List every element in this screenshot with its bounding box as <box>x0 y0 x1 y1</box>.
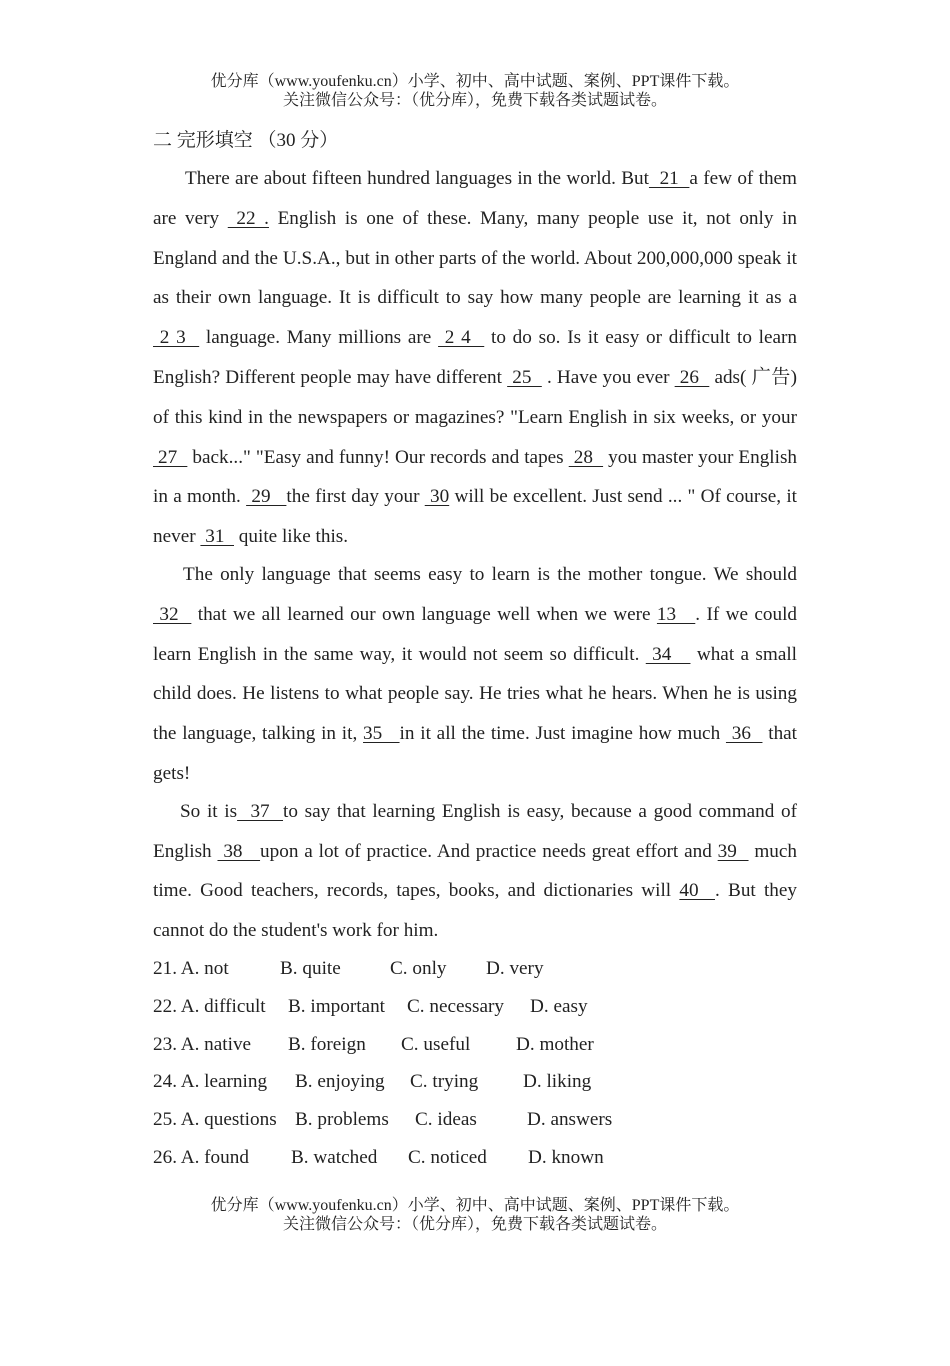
answer-options <box>153 950 613 1177</box>
blank-32: 32 <box>153 603 192 625</box>
blank-40: 40 <box>679 880 715 902</box>
option-c: C. ideas <box>415 1109 477 1131</box>
option-b: B. quite <box>280 958 341 979</box>
blank-35: 35 <box>363 723 400 745</box>
option-c: C. noticed <box>408 1146 487 1168</box>
blank-31: 31 <box>200 526 234 548</box>
question-26-options <box>153 1139 604 1177</box>
blank-29: 29 <box>246 486 287 508</box>
question-25-options <box>153 1101 613 1139</box>
option-a: 25. A. questions <box>153 1109 277 1131</box>
blank-23: 2 3 <box>153 327 200 349</box>
paragraph-1: There are about fifteen hundred languages in the world. But 21 a few of them are very 22 . English is one of these. Many, many people use it, not only in England and the U.S.A., but in other parts of the world. About 200,000,000 speak it as their own language. It is difficult to say how many people are learning it as a 2 3 language. Many millions are 2 4 to do so. Is it easy or difficult to learn English? Different people may have different 25 . Have you ever 26 ads( 广告) of this kind in the newspapers or magazines? "Learn English in six weeks, or your 27 back..." "Easy and funny! Our records and tapes 28 you master your English in a month. 29 the first day your 30 will be excellent. Just send ... " Of course, it never 31 quite like this. <box>153 168 798 548</box>
footer-line-2: 关注微信公众号：（优分库），免费下载各类试题试卷。 <box>282 1216 667 1233</box>
blank-34: 34 <box>645 643 691 665</box>
question-21-options <box>153 950 544 988</box>
option-c: C. useful <box>401 1033 471 1055</box>
paragraph-3: So it is 37 to say that learning English is easy, because a good command of English 38 upon a lot of practice. And practice needs great effort and 39 much time. Good teachers, records, tapes, books, and dictionaries will 40 . But they cannot do the student's work for him. <box>153 800 798 942</box>
option-a: 23. A. native <box>153 1033 252 1055</box>
option-d: D. answers <box>527 1109 613 1131</box>
option-b: B. enjoying <box>295 1071 385 1093</box>
header-line-1: 优分库（www.youfenku.cn）小学、初中、高中试题、案例、PPT课件下载。 <box>210 73 740 90</box>
option-c: C. trying <box>410 1071 479 1093</box>
option-b: B. problems <box>295 1109 389 1131</box>
blank-26: 26 <box>674 366 710 388</box>
option-c: C. only <box>390 958 447 979</box>
option-d: D. easy <box>530 995 588 1017</box>
option-d: D. very <box>486 958 544 979</box>
option-d: D. liking <box>523 1071 592 1093</box>
footer-line-1: 优分库（www.youfenku.cn）小学、初中、高中试题、案例、PPT课件下载。 <box>210 1197 740 1214</box>
blank-27: 27 <box>153 446 188 468</box>
blank-24: 2 4 <box>438 327 485 349</box>
blank-22: 22 . <box>227 207 269 229</box>
header-line-2: 关注微信公众号：（优分库），免费下载各类试题试卷。 <box>282 92 667 109</box>
blank-38: 38 <box>217 840 261 862</box>
option-a: 21. A. not <box>153 958 229 979</box>
option-b: B. foreign <box>288 1033 366 1055</box>
blank-36: 36 <box>725 723 763 745</box>
blank-28: 28 <box>568 446 604 468</box>
option-c: C. necessary <box>407 995 504 1017</box>
question-23-options <box>153 1026 594 1064</box>
question-22-options <box>153 988 588 1026</box>
option-a: 24. A. learning <box>153 1071 268 1093</box>
blank-33: 13 <box>656 603 696 625</box>
option-a: 22. A. difficult <box>153 995 266 1017</box>
question-24-options <box>153 1063 592 1101</box>
blank-39: 39 <box>717 840 749 862</box>
option-d: D. mother <box>516 1033 594 1055</box>
cloze-passage <box>153 159 797 951</box>
blank-25: 25 <box>507 366 542 388</box>
blank-21: 21 <box>648 168 690 189</box>
option-a: 26. A. found <box>153 1146 249 1168</box>
section-title: 二 完形填空 （30 分） <box>153 130 339 151</box>
option-b: B. important <box>288 995 385 1017</box>
blank-37: 37 <box>237 800 284 822</box>
option-d: D. known <box>528 1146 604 1168</box>
option-b: B. watched <box>291 1146 378 1168</box>
blank-30: 30 <box>424 486 450 508</box>
paragraph-2: The only language that seems easy to learn is the mother tongue. We should 32 that we all learned our own language well when we were 13 . If we could learn English in the same way, it would not seem so difficult. 34 what a small child does. He listens to what people say. He tries what he hears. When he is using the language, talking in it, 35 in it all the time. Just imagine how much 36 that gets! <box>153 563 798 784</box>
